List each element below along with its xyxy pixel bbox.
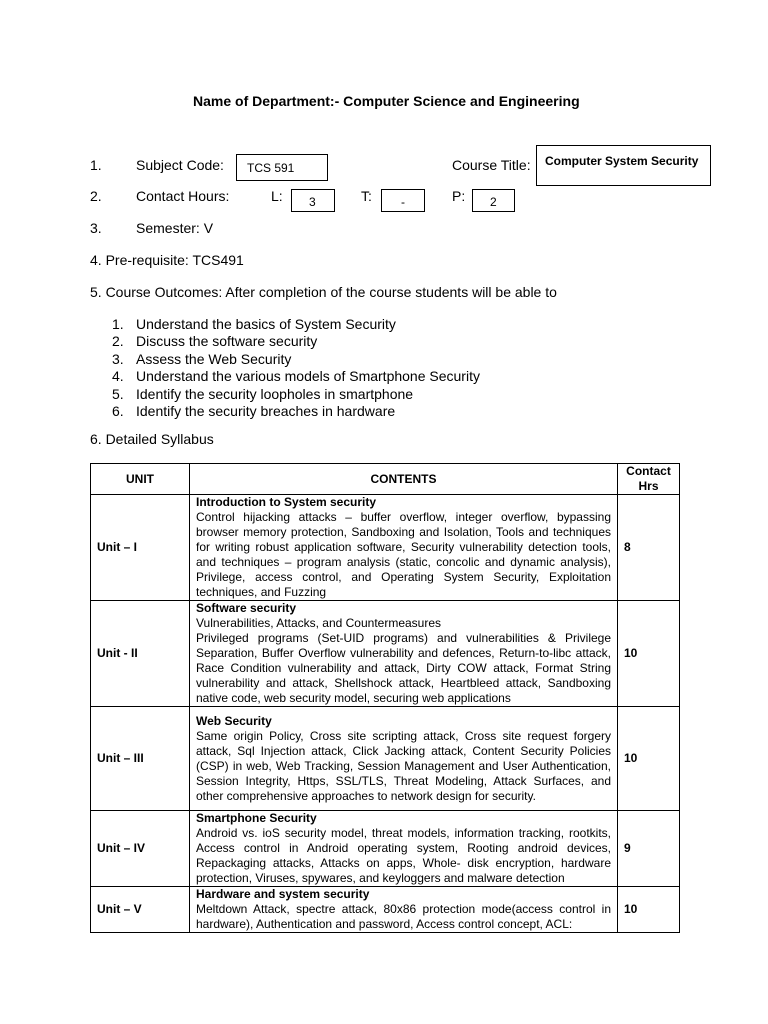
unit-contents — [190, 887, 618, 933]
unit-description: Same origin Policy, Cross site scripting attack, Cross site request forgery attack, Sql Injection attack, Click Jacking attack, Content Security Policies (CSP) in web, Web Tracking, Session Management and User Authentication, Session Integrity, Https, SSL/TLS, Threat Modeling, Attack Surfaces, and other comprehensive approaches to network design for security. — [196, 728, 611, 803]
t-value: - — [401, 195, 405, 209]
subject-code-value: TCS 591 — [247, 161, 295, 175]
outcome-number: 5. — [112, 386, 124, 402]
unit-label: Unit – IV — [91, 811, 190, 887]
item-number-1: 1. — [90, 157, 102, 173]
table-row — [91, 887, 680, 933]
unit-contents — [190, 811, 618, 887]
unit-description: Privileged programs (Set-UID programs) and vulnerabilities & Privilege Separation, Buffer Overflow vulnerability and defences, Return-to-libc attack, Race Condition vulnerability and attack, Dirty COW attack, Format String vulnerability and attack, Shellshock attack, Heartbleed attack, Sandboxing native code, web security model, securing web applications — [196, 631, 611, 705]
subject-code-label: Subject Code: — [136, 157, 224, 173]
contact-hrs: 10 — [618, 601, 680, 707]
unit-description: Android vs. ioS security model, threat models, information tracking, rootkits, Access control in Android operating system, Rooting android devices, Repackaging attacks, Attacks on apps, Whole- disk encryption, hardware protection, Viruses, spywares, and keyloggers and malware detection — [196, 826, 611, 885]
unit-description: Meltdown Attack, spectre attack, 80x86 protection mode(access control in hardware), Authentication and password, Access control concept, ACL: — [196, 902, 611, 931]
table-row — [91, 495, 680, 601]
syllabus-heading: 6. Detailed Syllabus — [90, 431, 214, 447]
p-label: P: — [452, 188, 466, 204]
outcome-item: Understand the basics of System Security — [136, 316, 396, 332]
outcomes-heading: 5. Course Outcomes: After completion of the course students will be able to — [90, 284, 557, 300]
t-label: T: — [361, 188, 372, 204]
syllabus-table — [90, 463, 680, 933]
unit-title: Smartphone Security — [196, 811, 317, 825]
unit-contents — [190, 707, 618, 811]
course-title-box — [536, 145, 711, 186]
unit-title: Software security — [196, 601, 297, 615]
outcome-number: 2. — [112, 333, 124, 349]
course-title-label: Course Title: — [452, 157, 531, 173]
outcome-item: Identify the security breaches in hardware — [136, 403, 396, 419]
item-number-3: 3. — [90, 220, 102, 236]
unit-title: Web Security — [196, 713, 272, 728]
outcome-item: Discuss the software security — [136, 333, 318, 349]
table-row — [91, 811, 680, 887]
contact-hrs: 10 — [618, 887, 680, 933]
contact-hrs: 8 — [618, 495, 680, 601]
header-contact-hrs: Contact Hrs — [618, 464, 680, 495]
outcome-item: Identify the security loopholes in smartphone — [136, 386, 414, 402]
course-title-value: Computer System Security — [545, 154, 699, 168]
table-row — [91, 601, 680, 707]
p-box — [472, 189, 515, 212]
table-row — [91, 707, 680, 811]
p-value: 2 — [490, 195, 497, 209]
outcome-item: Understand the various models of Smartphone Security — [136, 368, 480, 384]
table-header-row — [91, 464, 680, 495]
unit-contents — [190, 495, 618, 601]
subject-code-box — [236, 154, 328, 181]
item-number-2: 2. — [90, 188, 102, 204]
contact-hrs: 10 — [618, 707, 680, 811]
unit-title: Hardware and system security — [196, 887, 370, 901]
unit-label: Unit – V — [91, 887, 190, 933]
unit-description: Vulnerabilities, Attacks, and Countermeasures — [196, 616, 442, 630]
t-box — [381, 189, 425, 212]
l-label: L: — [271, 188, 283, 204]
outcome-number: 4. — [112, 368, 124, 384]
unit-label: Unit – I — [91, 495, 190, 601]
unit-title: Introduction to System security — [196, 495, 377, 509]
unit-contents — [190, 601, 618, 707]
unit-label: Unit - II — [91, 601, 190, 707]
unit-description: Control hijacking attacks – buffer overflow, integer overflow, bypassing browser memory protection, Sandboxing and Isolation, Tools and techniques for writing robust application software, Security vulnerability detection tools, and techniques – program analysis (static, concolic and dynamic analysis), Privilege, access control, and Operating System Security, Exploitation techniques, and Fuzzing — [196, 510, 611, 599]
contact-hrs: 9 — [618, 811, 680, 887]
prerequisite: 4. Pre-requisite: TCS491 — [90, 252, 244, 268]
outcome-item: Assess the Web Security — [136, 351, 292, 367]
l-value: 3 — [309, 195, 316, 209]
l-box — [291, 189, 335, 212]
contact-hours-label: Contact Hours: — [136, 188, 230, 204]
semester: Semester: V — [136, 220, 214, 236]
unit-label: Unit – III — [91, 707, 190, 811]
outcome-number: 6. — [112, 403, 124, 419]
outcome-number: 3. — [112, 351, 124, 367]
outcome-number: 1. — [112, 316, 124, 332]
header-contents: CONTENTS — [190, 464, 618, 495]
department-heading: Name of Department:- Computer Science and Engineering — [193, 93, 580, 109]
header-unit: UNIT — [91, 464, 190, 495]
